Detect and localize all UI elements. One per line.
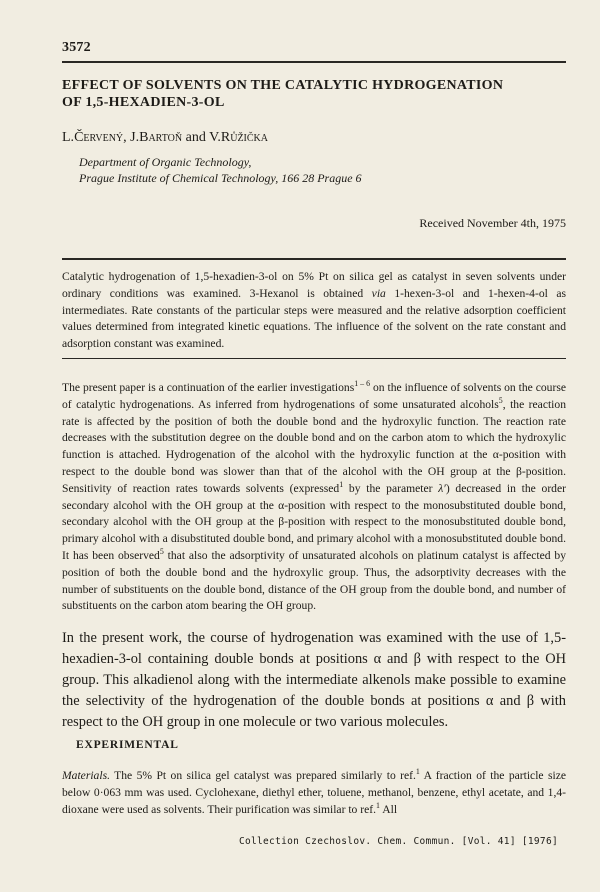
ref-superscript: 5 — [498, 395, 503, 405]
abstract-via: via — [371, 286, 386, 300]
intro-paragraph — [62, 380, 566, 615]
author-list — [62, 130, 268, 146]
ref-superscript: 1 — [415, 767, 420, 777]
intro-text-6: that also the adsorptivity of unsaturated alcohols on platinum catalyst is affected by position of both the double bond and the hydroxylic group. Thus, the adsorptivity decreases with the number of substituents on the double bond, distance of the OH group from the double bond, and number of substituents on the carbon atom bearing the OH group. — [62, 548, 566, 613]
abstract-top-rule — [62, 258, 566, 260]
abstract-text-1: Catalytic hydrogenation of 1,5-hexadien-3-ol on 5% Pt on silica gel as catalyst in seven solvents under ordinary conditions was examined. 3-Hexanol is obtained — [62, 270, 566, 300]
author-2-initial: , J. — [123, 130, 140, 145]
intro-text-4: by the parameter — [343, 481, 439, 495]
author-1-name: Červený — [74, 130, 124, 145]
author-3-name: Růžička — [220, 130, 269, 145]
title-line-2: OF 1,5-HEXADIEN-3-OL — [62, 95, 225, 110]
materials-paragraph — [62, 768, 566, 818]
materials-label: Materials. — [62, 769, 110, 782]
received-date: Received November 4th, 1975 — [419, 216, 566, 230]
intro-text-1: The present paper is a continuation of the earlier investigations — [62, 381, 355, 394]
author-3-initial: and V. — [182, 130, 221, 145]
lambda-symbol: λ′ — [438, 481, 446, 495]
author-1-initial: L. — [62, 130, 75, 145]
article-title — [62, 77, 562, 111]
affiliation-institute: Prague Institute of Chemical Technology, 166 28 Prague 6 — [79, 171, 362, 185]
ref-superscript: 1 – 6 — [354, 379, 371, 389]
intro-text-2: on the influence of solvents on the course of catalytic hydrogenations. As inferred from hydrogenations of some unsaturated alcohols — [62, 381, 566, 411]
ref-superscript: 1 — [376, 800, 380, 810]
present-work-paragraph: In the present work, the course of hydrogenation was examined with the use of 1,5-hexadien-3-ol containing double bonds at positions α and β with respect to the OH group. This alkadienol along with the intermediate alkenols make possible to examine the selectivity of the hydrogenation of the double bonds at positions α and β with respect to the OH group in one molecule or two various molecules. — [62, 630, 566, 730]
abstract-text-2: 1-hexen-3-ol and 1-hexen-4-ol as intermediates. Rate constants of the particular steps were measured and the relative adsorption coefficient values determined from integrated kinetic equations. The influence of the solvent on the rate constant and adsorption constant was examined. — [62, 286, 566, 351]
ref-superscript: 5 — [159, 547, 164, 557]
materials-text-2: A fraction of the particle size below 0·063 mm was used. Cyclohexane, diethyl ether, toluene, methanol, benzene, ethyl acetate, and 1,4-dioxane were used as solvents. Their purification was similar to ref. — [62, 769, 566, 816]
ref-superscript: 1 — [339, 479, 344, 489]
affiliation — [79, 154, 362, 186]
intro-text-5: ) decreased in the order secondary alcohol with the OH group at the α-position with respect to the monosubstituted double bond, secondary alcohol with the OH group at the β-position with respect to the monosubstituted double bond, primary alcohol with a disubstituted double bond, and primary alcohol with a monosubstituted double bond. It has been observed — [62, 481, 566, 562]
abstract — [62, 269, 566, 353]
affiliation-department: Department of Organic Technology, — [79, 155, 252, 169]
intro-text-3: , the reaction rate is affected by the position of both the double bond and the hydroxylic function. The reaction rate decreases with the substitution degree on the double bond and on the carbon atom to which the hydroxylic function is attached. Hydrogenation of the alcohol with the hydroxylic function at the α-position with respect to the double bond was slower than that of the alcohol with the OH group at the β-position. Sensitivity of reaction rates towards solvents (expressed — [62, 397, 566, 495]
section-heading-experimental: EXPERIMENTAL — [76, 739, 179, 751]
materials-text-3: All — [379, 802, 398, 816]
title-line-1: EFFECT OF SOLVENTS ON THE CATALYTIC HYDROGENATION — [62, 78, 504, 93]
header-rule — [62, 61, 566, 63]
author-2-name: Bartoň — [139, 130, 183, 145]
page-number: 3572 — [62, 40, 91, 55]
abstract-bottom-rule — [62, 358, 566, 359]
materials-text-1: The 5% Pt on silica gel catalyst was prepared similarly to ref. — [109, 769, 416, 782]
journal-footer: Collection Czechoslov. Chem. Commun. [Vol. 41] [1976] — [238, 836, 558, 847]
